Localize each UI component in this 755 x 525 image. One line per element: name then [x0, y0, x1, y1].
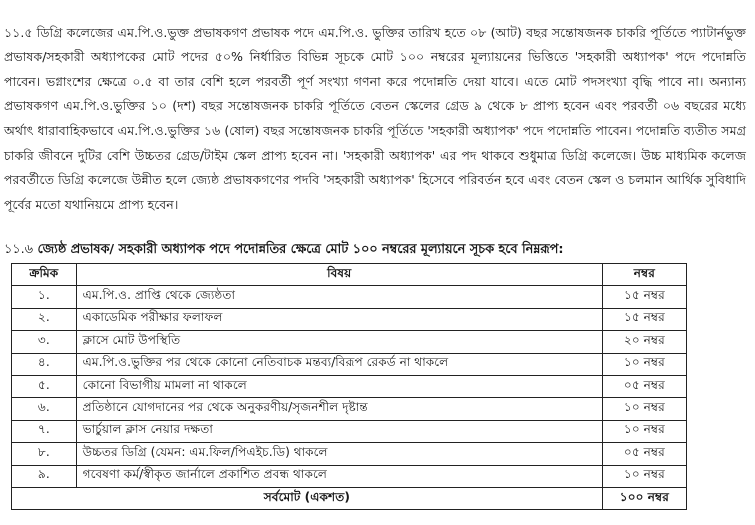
table-row [12, 398, 687, 420]
evaluation-criteria-table [11, 263, 687, 510]
section-title: জ্যেষ্ঠ প্রভাষক/ সহকারী অধ্যাপক পদে পদোন্নতির ক্ষেত্রে মোট ১০০ নম্বরের মূল্যায়নে সূচক হবে নিম্নরূপ: [37, 242, 564, 257]
total-row [12, 487, 687, 509]
total-marks: ১০০ নম্বর [602, 487, 686, 509]
row-subject: গবেষণা কর্ম/স্বীকৃত জার্নালে প্রকাশিত প্রবন্ধ থাকলে [76, 465, 602, 487]
row-subject: একাডেমিক পরীক্ষার ফলাফল [76, 308, 602, 330]
row-serial: ৭. [12, 420, 77, 442]
promotion-rules-paragraph: ১১.৫ ডিগ্রি কলেজের এম.পি.ও.ভুক্ত প্রভাষকগণ প্রভাষক পদে এম.পি.ও. ভুক্তির তারিখ হতে ০৮ (আট) বছর সন্তোষজনক চাকরি পূর্তিতে প্যাটার্নভুক্ত প্রভাষক/সহকারী অধ্যাপকের মোট পদের ৫০% নির্ধারিত বিভিন্ন সূচকে মোট ১০০ নম্বরের মূল্যায়নের ভিত্তিতে 'সহকারী অধ্যাপক' পদে পদোন্নতি পাবেন। ভগ্নাংশের ক্ষেত্রে ০.৫ বা তার বেশি হলে পরবর্তী পূর্ণ সংখ্যা গণনা করে পদোন্নতি দেয়া যাবে। এতে মোট পদসংখ্যা বৃদ্ধি পাবে না। অন্যান্য প্রভাষকগণ এম.পি.ও.ভুক্তির ১০ (দশ) বছর সন্তোষজনক চাকরি পূর্তিতে বেতন স্কেলের গ্রেড ৯ থেকে ৮ প্রাপ্য হবেন এবং পরবর্তী ০৬ বছরের মধ্যে অর্থাৎ ধারাবাহিকভাবে এম.পি.ও.ভুক্তির ১৬ (ষোল) বছর সন্তোষজনক চাকরি পূর্তিতে 'সহকারী অধ্যাপক' পদে পদোন্নতি পাবেন। পদোন্নতি ব্যতীত সমগ্র চাকরি জীবনে দুটির বেশি উচ্চতর গ্রেড/টাইম স্কেল প্রাপ্য হবেন না। 'সহকারী অধ্যাপক' এর পদ থাকবে শুধুমাত্র ডিগ্রি কলেজে। উচ্চ মাধ্যমিক কলেজ পরবর্তীতে ডিগ্রি কলেজে উন্নীত হলে জ্যেষ্ঠ প্রভাষকগণের পদবি 'সহকারী অধ্যাপক' হিসেবে পরিবর্তন হবে এবং বেতন স্কেল ও চলমান আর্থিক সুবিধাদি পূর্বের মতো যথানিয়মে প্রাপ্য হবেন। [4, 24, 746, 212]
row-marks: ০৫ নম্বর [602, 375, 686, 397]
row-serial: ৯. [12, 465, 77, 487]
row-subject: ভার্চুয়াল ক্লাস নেয়ার দক্ষতা [76, 420, 602, 442]
row-marks: ১০ নম্বর [602, 353, 686, 375]
row-subject: উচ্চতর ডিগ্রি (যেমন: এম.ফিল/পিএইচ.ডি) থাকলে [76, 443, 602, 465]
row-subject: ক্লাসে মোট উপস্থিতি [76, 331, 602, 353]
table-row [12, 331, 687, 353]
table-row [12, 353, 687, 375]
table-row [12, 443, 687, 465]
row-marks: ২০ নম্বর [602, 331, 686, 353]
row-subject: এম.পি.ও.ভুক্তির পর থেকে কোনো নেতিবাচক মন্তব্য/বিরূপ রেকর্ড না থাকলে [76, 353, 602, 375]
row-marks: ০৫ নম্বর [602, 443, 686, 465]
row-serial: ৬. [12, 398, 77, 420]
row-serial: ৫. [12, 375, 77, 397]
row-serial: ৩. [12, 331, 77, 353]
header-marks: নম্বর [602, 264, 686, 286]
table-row [12, 420, 687, 442]
table-row [12, 286, 687, 308]
row-marks: ১০ নম্বর [602, 398, 686, 420]
row-serial: ৪. [12, 353, 77, 375]
row-subject: এম.পি.ও. প্রাপ্তি থেকে জ্যেষ্ঠতা [76, 286, 602, 308]
section-number: ১১.৬ [4, 242, 33, 257]
row-serial: ২. [12, 308, 77, 330]
table-row [12, 465, 687, 487]
row-serial: ৮. [12, 443, 77, 465]
table-row [12, 375, 687, 397]
header-subject: বিষয় [76, 264, 602, 286]
row-subject: প্রতিষ্ঠানে যোগদানের পর থেকে অনুকরণীয়/সৃজনশীল দৃষ্টান্ত [76, 398, 602, 420]
row-serial: ১. [12, 286, 77, 308]
header-serial: ক্রমিক [12, 264, 77, 286]
table-header-row [12, 264, 687, 286]
row-marks: ১৫ নম্বর [602, 308, 686, 330]
total-label: সর্বমোট (একশত) [12, 487, 603, 509]
row-subject: কোনো বিভাগীয় মামলা না থাকলে [76, 375, 602, 397]
table-row [12, 308, 687, 330]
row-marks: ১৫ নম্বর [602, 286, 686, 308]
row-marks: ১০ নম্বর [602, 420, 686, 442]
table-body [12, 286, 687, 488]
row-marks: ১০ নম্বর [602, 465, 686, 487]
section-heading [4, 240, 746, 260]
